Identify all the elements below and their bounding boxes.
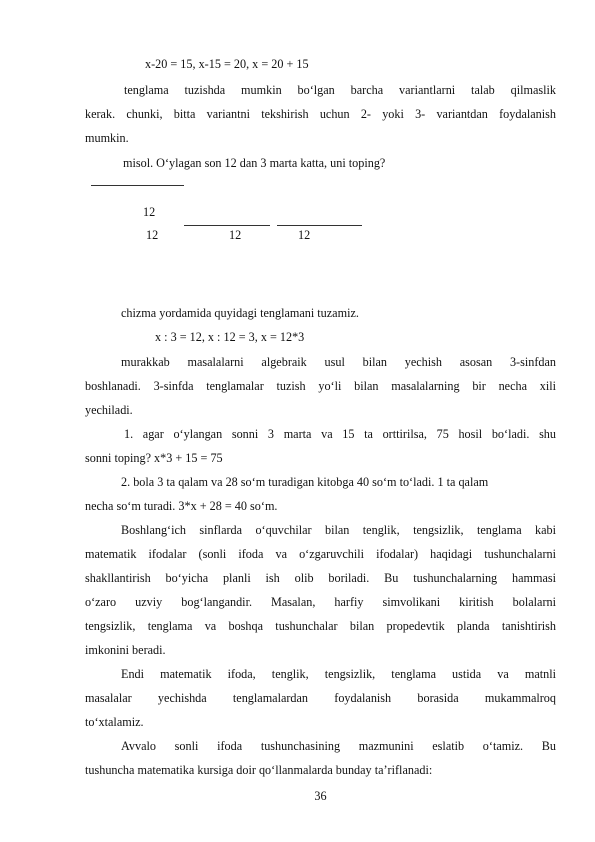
paragraph-2-line-3: yechiladi. [85,403,133,417]
paragraph-5-line-3: shakllantirish bo‘yicha planli ish olib boriladi. Bu tushunchalarning hammasi [85,571,556,585]
paragraph-1-line-3: mumkin. [85,131,129,145]
problem-1-line-1: 1. agar o‘ylangan sonni 3 marta va 15 ta orttirilsa, 75 hosil bo‘ladi. shu [124,427,556,441]
diagram-segment-top [91,185,184,186]
paragraph-6-line-2: masalalar yechishda tenglamalardan foydalanish borasida mukammalroq [85,691,556,705]
paragraph-5-line-6: imkonini beradi. [85,643,166,657]
diagram-segment-2 [184,225,270,226]
paragraph-1-line-2: kerak. chunki, bitta variantni tekshirish uchun 2- yoki 3- variantdan foydalanish [85,107,556,121]
diagram-segment-3 [277,225,362,226]
diagram-label-2: 12 [229,228,242,242]
paragraph-5-line-1: Boshlang‘ich sinflarda o‘quvchilar bilan tenglik, tengsizlik, tenglama kabi [121,523,556,537]
example-prompt: misol. O‘ylagan son 12 dan 3 marta katta, uni toping? [123,156,386,170]
paragraph-7-line-1: Avvalo sonli ifoda tushunchasining mazmunini eslatib o‘tamiz. Bu [121,739,556,753]
paragraph-2-line-2: boshlanadi. 3-sinfda tenglamalar tuzish yo‘li bilan masalalarning bir necha xili [85,379,556,393]
equation-line-2: x : 3 = 12, x : 12 = 3, x = 12*3 [155,330,305,344]
paragraph-6-line-1: Endi matematik ifoda, tenglik, tengsizlik, tenglama ustida va matnli [121,667,556,681]
problem-2-line-1: 2. bola 3 ta qalam va 28 so‘m turadigan kitobga 40 so‘m to‘ladi. 1 ta qalam [121,475,489,489]
diagram-label-1: 12 [146,228,159,242]
paragraph-5-line-2: matematik ifodalar (sonli ifoda va o‘zgaruvchili ifodalar) haqidagi tushunchalarni [85,547,556,561]
diagram-label-top: 12 [143,205,156,219]
problem-1-line-2: sonni toping? x*3 + 15 = 75 [85,451,223,465]
paragraph-6-line-3: to‘xtalamiz. [85,715,144,729]
equation-line-1: x-20 = 15, x-15 = 20, x = 20 + 15 [145,57,309,71]
paragraph-5-line-4: o‘zaro uzviy bog‘langandir. Masalan, harfiy simvolikani kiritish bolalarni [85,595,556,609]
paragraph-1-line-1: tenglama tuzishda mumkin bo‘lgan barcha variantlarni talab qilmaslik [124,83,556,97]
problem-2-line-2: necha so‘m turadi. 3*x + 28 = 40 so‘m. [85,499,278,513]
diagram-label-3: 12 [298,228,311,242]
paragraph-7-line-2: tushuncha matematika kursiga doir qo‘llanmalarda bunday ta’riflanadi: [85,763,433,777]
page-number: 36 [314,789,327,803]
paragraph-5-line-5: tengsizlik, tenglama va boshqa tushunchalar bilan propedevtik planda tanishtirish [85,619,556,633]
paragraph-2-line-1: murakkab masalalarni algebraik usul bilan yechish asosan 3-sinfdan [121,355,556,369]
diagram-caption: chizma yordamida quyidagi tenglamani tuzamiz. [121,306,359,320]
